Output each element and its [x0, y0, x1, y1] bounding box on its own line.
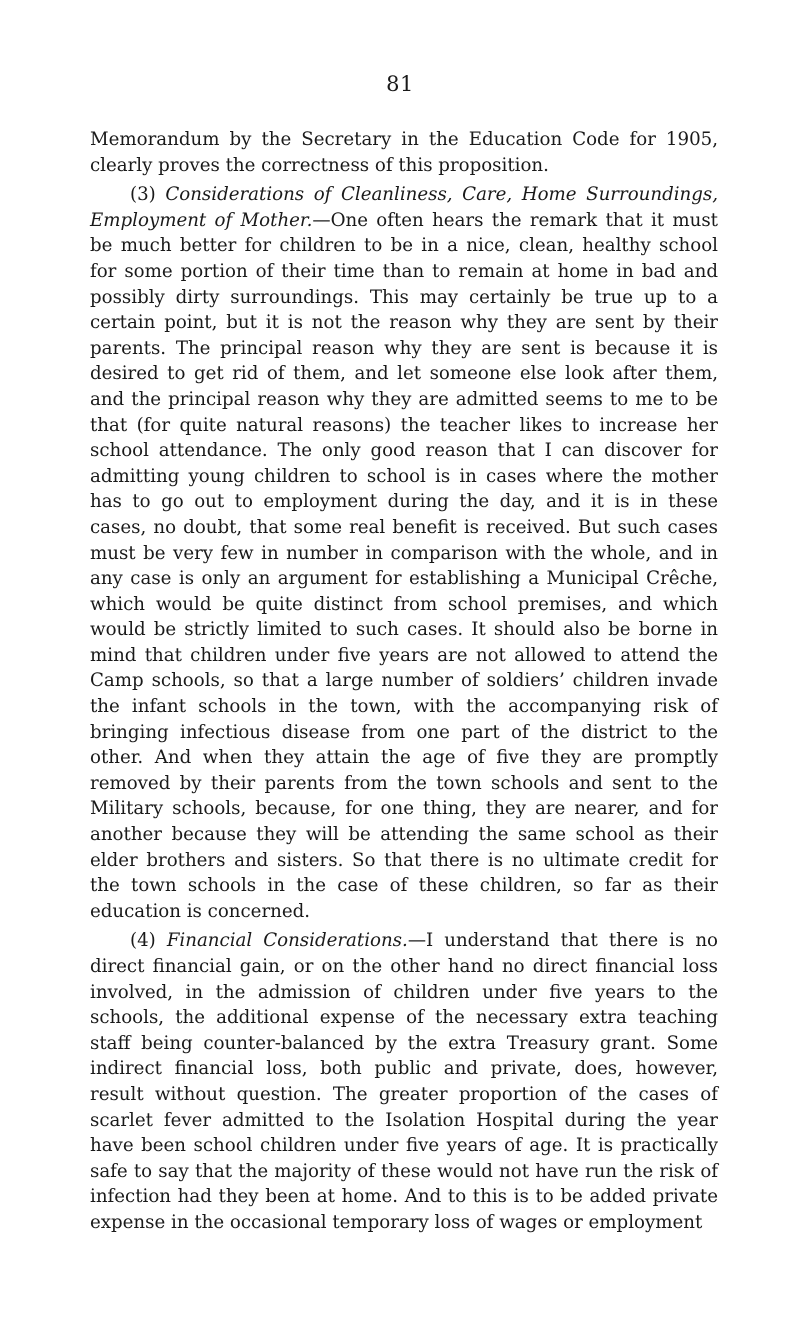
body-text — [90, 127, 718, 1236]
paragraph-body: —I understand that there is no direct financial gain, or on the other hand no direct financial loss involved, in the admission of children under five years to the schools, the additional expense of the necessary extra teaching staff being counter-balanced by the extra Treasury grant. Some indirect financial loss, both public and private, does, however, result without question. The greater proportion of the cases of scarlet fever admitted to the Isolation Hospital during the year have been school children under five years of age. It is practically safe to say that the majority of these would not have run the risk of infection had they been at home. And to this is to be added private expense in the occasional temporary loss of wages or employment — [90, 930, 718, 1233]
paragraph-financial-considerations — [90, 928, 718, 1235]
page-number: 81 — [386, 72, 414, 96]
paragraph-heading: Considerations of Cleanliness, Care, Home Surroundings, Employment of Mother. — [90, 184, 718, 231]
paragraph-number: (3) — [130, 184, 166, 206]
paragraph-heading: Financial Considerations. — [166, 930, 408, 952]
paragraph-memorandum — [90, 127, 718, 178]
paragraph-number: (4) — [130, 930, 167, 952]
paragraph-considerations-of-cleanliness — [90, 182, 718, 924]
paragraph-body: Memorandum by the Secretary in the Education Code for 1905, clearly proves the correctness of this proposition. — [90, 129, 718, 176]
paragraph-body: —One often hears the remark that it must be much better for children to be in a nice, clean, healthy school for some portion of their time than to remain at home in bad and possibly dirty surroundings. This may certainly be true up to a certain point, but it is not the reason why they are sent by their parents. The principal reason why they are sent is because it is desired to get rid of them, and let someone else look after them, and the principal reason why they are admitted seems to me to be that (for quite natural reasons) the teacher likes to increase her school attendance. The only good reason that I can discover for admitting young children to school is in cases where the mother has to go out to employment during the day, and it is in these cases, no doubt, that some real benefit is received. But such cases must be very few in number in comparison with the whole, and in any case is only an argument for establishing a Municipal Crêche, which would be quite distinct from school premises, and which would be strictly limited to such cases. It should also be borne in mind that children under five years are not allowed to attend the Camp schools, so that a large number of soldiers’ children invade the infant schools in the town, with the accompanying risk of bringing infectious disease from one part of the district to the other. And when they attain the age of five they are promptly removed by their parents from the town schools and sent to the Military schools, because, for one thing, they are nearer, and for another because they will be attending the same school as their elder brothers and sisters. So that there is no ultimate credit for the town schools in the case of these children, so far as their education is concerned. — [90, 209, 718, 922]
